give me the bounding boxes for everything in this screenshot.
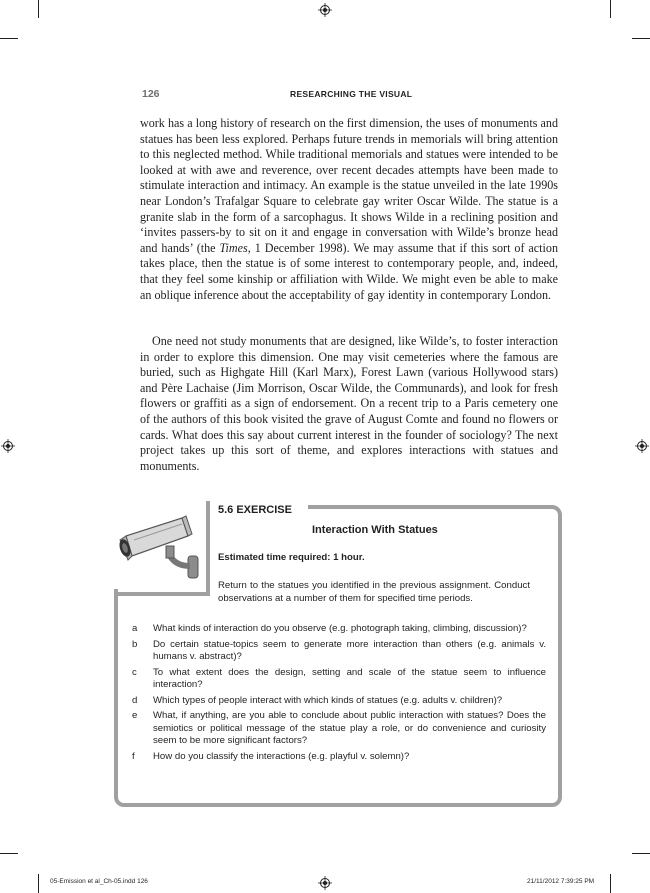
item-text: To what extent does the design, setting and scale of the statue seem to influence interaction?: [153, 666, 546, 690]
registration-mark-icon: [318, 3, 332, 17]
crop-mark: [632, 38, 650, 39]
crop-mark: [0, 853, 18, 854]
item-text: How do you classify the interactions (e.g. playful v. solemn)?: [153, 750, 410, 762]
exercise-label: 5.6 EXERCISE: [218, 504, 292, 516]
italic-title: Times: [219, 240, 248, 255]
registration-mark-icon: [635, 439, 649, 453]
item-letter: c: [132, 666, 137, 678]
item-text: Do certain statue-topics seem to generate more interaction than others (e.g. animals v. humans v. abstract)?: [153, 638, 546, 662]
crop-mark: [38, 874, 39, 893]
item-text: What kinds of interaction do you observe (e.g. photograph taking, climbing, discussion)?: [153, 623, 527, 634]
surveillance-camera-icon: [112, 510, 208, 592]
footer-file: 05-Emission et al_Ch-05.indd 126: [50, 878, 148, 885]
exercise-box-divider: [114, 592, 210, 596]
item-text: What, if anything, are you able to conclude about public interaction with statues? Does the semiotics or political message of the statue play a role, or do convenience and curiosity seem to be more significant factors?: [153, 710, 546, 746]
item-letter: d: [132, 694, 138, 706]
item-letter: f: [132, 750, 135, 762]
item-text: Which types of people interact with which kinds of statues (e.g. adults v. children)?: [153, 694, 503, 706]
crop-mark: [38, 0, 39, 18]
body-paragraph: work has a long history of research on the first dimension, the uses of monuments and statues has been less explored. Perhaps future trends in memorials will bring attention to this neglected method. While traditional memorials and statues were intended to be looked at with awe and reverence, over recent decades attempts have been made to stimulate interaction and intimacy. An example is the statue unveiled in the late 1990s near London’s Trafalgar Square to celebrate gay writer Oscar Wilde. The statue is a granite slab in the form of a sarcophagus. It shows Wilde in a reclining position and ‘invites passers-by to sit on it and engage in conversation with Wilde’s bronze head and hands’ (the Times, 1 December 1998). We may assume that if this sort of action takes place, then the statue is of some interest to contemporary people, and, indeed, that they feel some kinship or affiliation with Wilde. We might even be able to make an oblique inference about the acceptability of gay identity in contemporary London.: [140, 116, 558, 302]
list-item: [132, 710, 546, 747]
crop-mark: [632, 853, 650, 854]
list-item: [132, 695, 546, 707]
registration-mark-icon: [318, 876, 332, 890]
running-title: RESEARCHING THE VISUAL: [290, 89, 413, 99]
list-item: [132, 667, 546, 692]
footer-timestamp: 21/11/2012 7:39:25 PM: [527, 878, 595, 885]
crop-mark: [0, 38, 18, 39]
exercise-title: Interaction With Statues: [312, 524, 438, 536]
crop-mark: [610, 874, 611, 893]
body-paragraph: One need not study monuments that are designed, like Wilde’s, to foster interaction in order to explore this dimension. One may visit cemeteries where the famous are buried, such as Highgate Hill (Karl Marx), Forest Lawn (various Hollywood stars) and Père Lachaise (Jim Morrison, Oscar Wilde, the Communards), and look for fresh flowers or graffiti as a sign of endorsement. On a recent trip to a Paris cemetery one of the authors of this book visited the grave of August Comte and found no flowers or cards. What does this say about current interest in the founder of sociology? The next project takes up this sort of theme, and explores interactions with statues and monuments.: [140, 334, 558, 473]
page-number: 126: [142, 88, 160, 100]
list-item: [132, 639, 546, 664]
registration-mark-icon: [1, 439, 15, 453]
item-letter: a: [132, 623, 138, 634]
item-letter: e: [132, 710, 138, 722]
exercise-intro: Return to the statues you identified in the previous assignment. Conduct observations at a number of them for specified time periods.: [218, 580, 530, 604]
exercise-time: Estimated time required: 1 hour.: [218, 552, 365, 563]
list-item: [132, 751, 546, 763]
list-item: [132, 623, 546, 635]
crop-mark: [610, 0, 611, 18]
exercise-questions: [132, 623, 546, 766]
item-letter: b: [132, 638, 138, 650]
